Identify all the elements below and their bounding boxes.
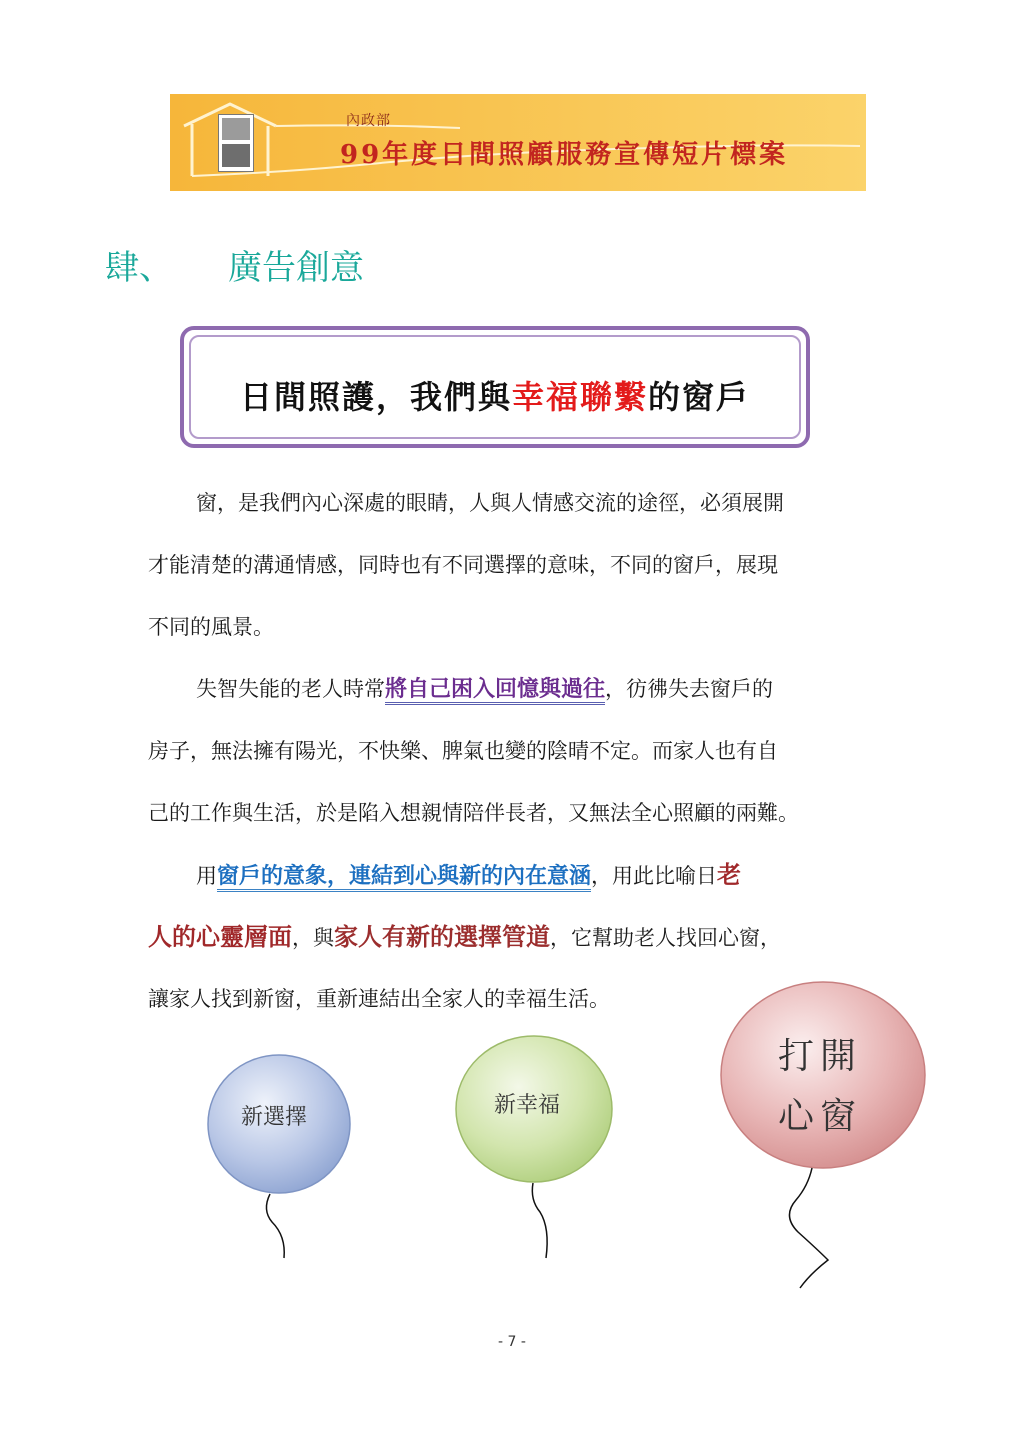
emphasis-elder-spirit: 人的心靈層面 — [148, 923, 292, 951]
paragraph-line: 讓家人找到新窗，重新連結出全家人的幸福生活。 — [148, 987, 610, 1011]
emphasis-window-image: 窗戶的意象，連結到心與新的內在意涵 — [217, 864, 591, 892]
paragraph-line: 窗，是我們內心深處的眼睛，人與人情感交流的途徑，必須展開 — [196, 491, 784, 515]
slogan-part2: 的窗戶 — [648, 378, 751, 416]
paragraph-line: 房子，無法擁有陽光，不快樂、脾氣也變的陰晴不定。而家人也有自 — [148, 739, 778, 763]
paragraph-line: 不同的風景。 — [148, 615, 274, 639]
balloon-red-label-line1: 打開 — [778, 1036, 863, 1077]
paragraph-line: 失智失能的老人時常將自己困入回憶與過往，彷彿失去窗戶的 — [196, 658, 773, 721]
page-number: - 7 - — [498, 1334, 526, 1350]
paragraph-line: 才能清楚的溝通情感，同時也有不同選擇的意味，不同的窗戶，展現 — [148, 553, 778, 577]
balloon-green-label: 新幸福 — [494, 1093, 561, 1118]
emphasis-family-choice: 家人有新的選擇管道 — [334, 923, 550, 951]
banner-title: 99年度日間照顧服務宣傳短片標案 — [340, 140, 789, 170]
paragraph-line: 己的工作與生活，於是陷入想親情陪伴長者，又無法全心照顧的兩難。 — [148, 801, 799, 825]
balloon-blue-label: 新選擇 — [241, 1105, 308, 1130]
paragraph-line: 用窗戶的意象，連結到心與新的內在意涵，用此比喻日老 — [196, 844, 741, 908]
balloon-red-label-line2: 心窗 — [778, 1096, 863, 1137]
section-number: 肆、 — [105, 248, 173, 288]
slogan-highlight: 幸福聯繫 — [511, 378, 648, 416]
slogan-part1: 日間照護，我們與 — [239, 378, 512, 416]
banner-org: 內政部 — [346, 113, 391, 129]
section-title: 廣告創意 — [228, 248, 364, 288]
emphasis-memory: 將自己困入回憶與過往 — [385, 677, 605, 705]
paragraph-line: 人的心靈層面，與家人有新的選擇管道，它幫助老人找回心窗， — [148, 923, 781, 951]
